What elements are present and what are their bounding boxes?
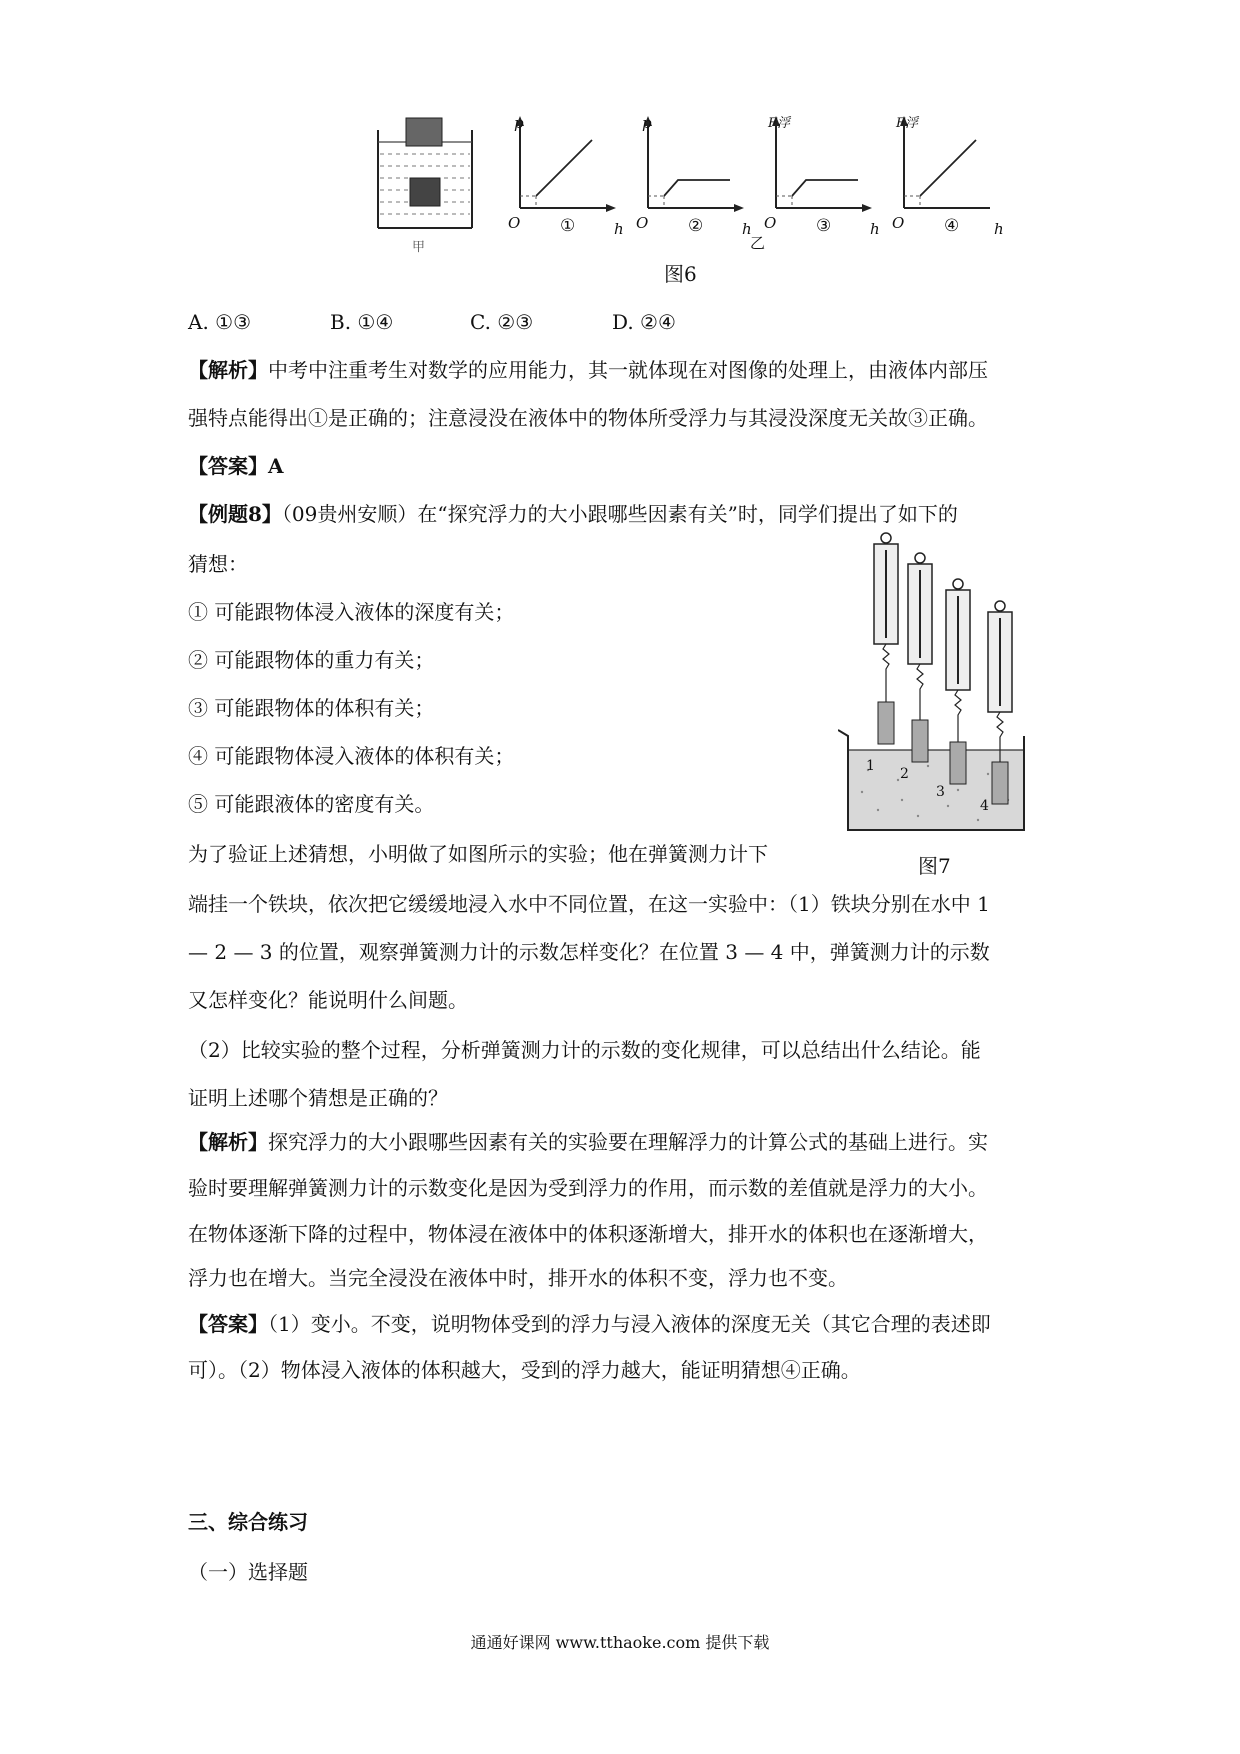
analysis-2-line-4: 浮力也在增大。当完全浸没在液体中时，排开水的体积不变，浮力也不变。 (188, 1266, 848, 1290)
spring-scale-4 (988, 601, 1012, 804)
position-label-2: 2 (900, 766, 909, 782)
guess-5: ⑤ 可能跟液体的密度有关。 (188, 792, 435, 816)
figure-6-sub-label-yi: 乙 (750, 234, 766, 252)
graph-2-number: ② (688, 216, 704, 236)
graph-4-origin: O (892, 214, 905, 232)
graph-4-number: ④ (944, 216, 960, 236)
graph-1 (516, 116, 616, 212)
answer-1-tag: 【答案】 (188, 454, 268, 478)
graph-4-x-label: h (994, 220, 1004, 238)
example-8-line-1: 【例题8】（09贵州安顺）在“探究浮力的大小跟哪些因素有关”时，同学们提出了如下的 (188, 502, 958, 526)
page-footer: 通通好课网 www.tthaoke.com 提供下载 (470, 1633, 770, 1652)
guess-4: ④ 可能跟物体浸入液体的体积有关； (188, 744, 515, 768)
analysis-1-line-1: 【解析】中考中注重考生对数学的应用能力，其一就体现在对图像的处理上，由液体内部压 (188, 358, 988, 382)
example-8-line-7: （2）比较实验的整个过程，分析弹簧测力计的示数的变化规律，可以总结出什么结论。能 (188, 1038, 981, 1062)
graph-3-x-label: h (870, 220, 880, 238)
block-floating (406, 118, 442, 146)
example-8-line-4: 端挂一个铁块，依次把它缓缓地浸入水中不同位置，在这一实验中：（1）铁块分别在水中 1 (188, 892, 990, 916)
option-a: A. ①③ (188, 310, 252, 334)
example-8-line-8: 证明上述哪个猜想是正确的？ (188, 1086, 448, 1110)
graph-2-origin: O (636, 214, 649, 232)
figure-6-sub-label-jia: 甲 (412, 240, 426, 255)
position-label-4: 4 (980, 798, 989, 814)
option-c: C. ②③ (470, 310, 534, 334)
example-8-tag: 【例题8】 (188, 502, 282, 526)
graph-2-x-label: h (742, 220, 752, 238)
figure-7-caption: 图7 (918, 854, 951, 878)
graph-1-origin: O (508, 214, 521, 232)
example-8-line-6: 又怎样变化？能说明什么间题。 (188, 988, 468, 1012)
analysis-1-line-2: 强特点能得出①是正确的；注意浸没在液体中的物体所受浮力与其浸没深度无关故③正确。 (188, 406, 988, 430)
graph-2-y-label: p (642, 114, 652, 132)
option-d: D. ②④ (612, 310, 676, 334)
example-8-line-2: 猜想： (188, 552, 248, 576)
figure-7 (838, 530, 1038, 840)
answer-1-text: A (268, 454, 284, 478)
graph-3-origin: O (764, 214, 777, 232)
section-3-subtitle: （一）选择题 (188, 1560, 308, 1584)
spring-scale-2 (908, 553, 932, 762)
graph-4-y-label: F浮 (896, 116, 919, 131)
answer-1 (188, 452, 284, 480)
spring-scale-1 (874, 533, 898, 744)
graph-3-y-label: F浮 (768, 116, 791, 131)
analysis-2-line-2: 验时要理解弹簧测力计的示数变化是因为受到浮力的作用，而示数的差值就是浮力的大小。 (188, 1176, 988, 1200)
guess-3: ③ 可能跟物体的体积有关； (188, 696, 435, 720)
graph-3-number: ③ (816, 216, 832, 236)
guess-2: ② 可能跟物体的重力有关； (188, 648, 435, 672)
answer-2-line-1: 【答案】（1）变小。不变，说明物体受到的浮力与浸入液体的深度无关（其它合理的表述即 (188, 1312, 991, 1336)
position-label-3: 3 (936, 784, 945, 800)
answer-2-tag: 【答案】 (188, 1312, 268, 1336)
graph-2 (644, 116, 744, 212)
position-label-1: 1 (866, 758, 875, 774)
graph-1-y-label: p (514, 114, 524, 132)
graph-1-x-label: h (614, 220, 624, 238)
guess-1: ① 可能跟物体浸入液体的深度有关； (188, 600, 515, 624)
option-b: B. ①④ (330, 310, 394, 334)
section-3-title: 三、综合练习 (188, 1510, 308, 1534)
figure-6-drawing (370, 110, 990, 260)
analysis-2-line-1: 【解析】探究浮力的大小跟哪些因素有关的实验要在理解浮力的计算公式的基础上进行。实 (188, 1130, 988, 1154)
spring-scale-3 (946, 579, 970, 784)
example-8-line-5: — 2 — 3 的位置，观察弹簧测力计的示数怎样变化？在位置 3 — 4 中，弹簧测力计的示数 (188, 940, 990, 964)
example-8-line-3: 为了验证上述猜想，小明做了如图所示的实验；他在弹簧测力计下 (188, 842, 768, 866)
container-jia (378, 118, 472, 228)
graph-1-number: ① (560, 216, 576, 236)
answer-2-line-2: 可）。（2）物体浸入液体的体积越大，受到的浮力越大，能证明猜想④正确。 (188, 1358, 861, 1382)
block-submerged (410, 178, 440, 206)
analysis-2-line-3: 在物体逐渐下降的过程中，物体浸在液体中的体积逐渐增大，排开水的体积也在逐渐增大， (188, 1222, 988, 1246)
analysis-1-tag: 【解析】 (188, 358, 268, 382)
figure-6-caption: 图6 (664, 262, 697, 286)
analysis-2-tag: 【解析】 (188, 1130, 268, 1154)
